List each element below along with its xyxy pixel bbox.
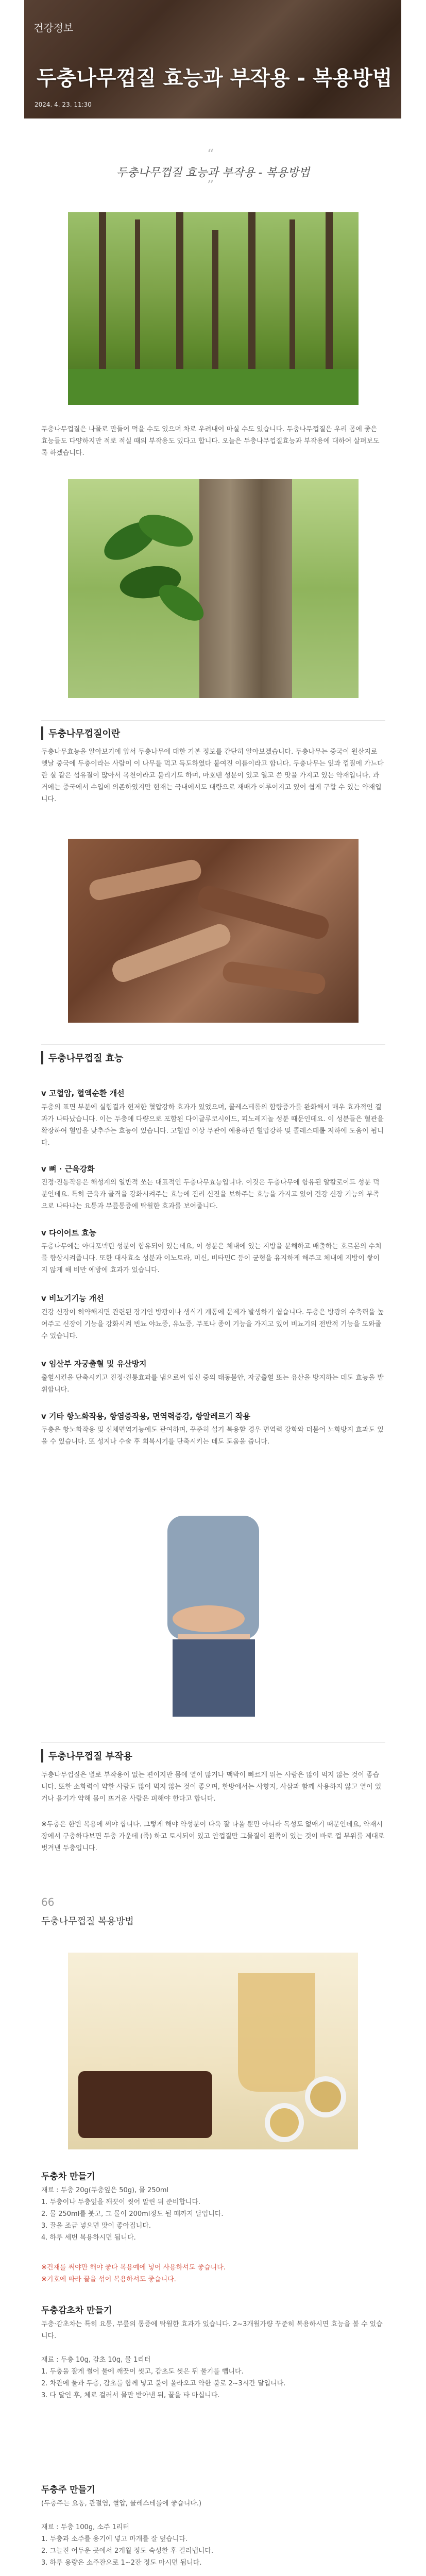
benefit-body: 건강 신장이 허약해지면 관련된 장기인 방광이나 생식기 계통에 문제가 발생하기 쉽습니다. 두충은 방광의 수축력을 높여주고 신장이 기능을 강화시켜 빈뇨 야뇨증, 유뇨증, 무포나 종이 기능을 가지고 있어 비뇨기의 전반적 기능을 도와줄 수 있습니다. [41, 1309, 384, 1340]
caution-paragraph: ※두충은 한번 복용에 써야 합니다. 그렇게 해야 약성분이 다욱 잘 나올 뿐만 아니라 독성도 없애기 때문인데요, 약재시장에서 구충하다보면 두충 가운데 (죽) 하고 토시되어 있고 안껍질만 그물질이 왼쪽이 있는 것이 바로 껍 부위를 제대로 벗겨낸 두충입니다. [41, 1821, 385, 1852]
category-label[interactable]: 건강정보 [33, 22, 74, 34]
recipe-body: 재료 : 두충 20g(두충잎은 50g), 물 250ml 1. 두충이나 두충잎을 깨끗이 씻어 말린 뒤 준비합니다. 2. 물 250ml를 붓고, 그 물이 200ml정도 될 때까지 달입니다. 3. 꿀을 조금 넣으면 맛이 좋아집니다. 4. 하루 세번 복용하시면 됩니다. [41, 2187, 224, 2242]
benefit-title: v 고혈압, 혈액순환 개선 [41, 1089, 125, 1098]
divider [41, 1742, 385, 1743]
quote-text: 두충나무껍질 효능과 부작용 - 복용방법 [116, 166, 310, 179]
section-heading: 두충나무껍질 복용방법 [41, 1916, 134, 1927]
section-heading: 두충나무껍질 부작용 [41, 1749, 132, 1762]
forest-photo [68, 212, 359, 405]
bark-photo [68, 839, 359, 1023]
benefit-title: v 뼈 · 근육강화 [41, 1164, 95, 1174]
benefit-body: 두충은 항노화작용 및 신체면역기능에도 관여하며, 꾸준히 섭기 복용할 경우 면역력 강화와 더불어 노화방지 효과도 있을 수 있습니다. 또 성지나 수술 후 회복시기를 단축시키는 데도 도움을 줍니다. [41, 1426, 384, 1446]
abdominal-pain-photo [147, 1516, 280, 1717]
tea-graphic [68, 1953, 358, 2149]
benefit-body: 두충나무에는 아디포넥틴 성분이 함유되어 있는데요, 이 성분은 체내에 있는 지방을 분해하고 배출하는 호르몬의 수치를 향상시켜줍니다. 또한 대사효소 성분과 이노토라, 미신, 비타민C 등이 균형을 유지하게 해주고 체내에 지방이 쌓이지 않게 해 비만 예방에 효과가 있습니다. [41, 1243, 382, 1274]
recipe-title: 두충차 만들기 [41, 2172, 95, 2182]
section-mark: 66 [41, 1896, 55, 1908]
benefit-title: v 기타 항노화작용, 항염증작용, 면역력증강, 항알레르기 작용 [41, 1412, 250, 1421]
section-paragraph: 두충나무껍질은 별로 부작용이 없는 편이지만 몸에 열이 많거나 맥박이 빠르게 뛰는 사람은 많이 먹지 않는 것이 좋습니다. 또한 소화력이 약한 사람도 많이 먹지 않는 것이 좋으며, 한방에서는 사향지, 사삼과 함께 사용하지 않고 열이 있거나 음기가 약해 몸이 뜨거운 사람은 피해야 한다고 합니다. [41, 1771, 382, 1803]
leaf-graphic [89, 500, 223, 654]
recipe-body: 두충·감초차는 특히 요통, 무릎의 통증에 탁월한 효과가 있습니다. 2~3개월가량 꾸준히 복용하시면 효능을 볼 수 있습니다. 재료 : 두충 10g, 감초 10g, 물 1리터 1. 두충을 잘게 썰어 물에 깨끗이 씻고, 감초도 씻은 뒤 물기를 뺍니다. 2. 차관에 물과 두충, 감초를 함께 넣고 불이 올라오고 약한 불로 2~3시간 달입니다. 3. 다 달인 후, 체로 걸러서 물만 받아낸 뒤, 꿀을 타 마십니다. [41, 2320, 383, 2399]
recipe-note: ※건재를 써야만 해야 좋다 복용예에 넣어 사용하셔도 좋습니다. [41, 2264, 226, 2272]
quote-close-mark: ” [207, 178, 214, 193]
benefit-title: v 비뇨기기능 개선 [41, 1294, 104, 1303]
recipe-note: ※기호에 따라 꿀을 섞어 복용하셔도 좋습니다. [41, 2276, 176, 2283]
intro-paragraph: 두충나무껍질은 나물로 만들어 먹을 수도 있으며 차로 우려내어 마실 수도 있습니다. 두충나무껍질은 우리 몸에 좋은 효능들도 다양하지만 적로 적실 때의 부작용도 있다고 합니다. 오늘은 두충나무껍질효능과 부작용에 대하여 살펴보도록 하겠습니다. [41, 426, 380, 457]
section-heading: 두충나무껍질 효능 [41, 1051, 123, 1064]
tea-photo [68, 1953, 358, 2149]
benefit-title: v 다이어트 효능 [41, 1228, 97, 1238]
leaf-photo [68, 479, 359, 698]
section-paragraph: 두충나무효능을 알아보기에 앞서 두충나무에 대한 기본 정보를 간단히 알아보겠습니다. 두충나무는 중국이 원산지로 옛날 중국에 두충이라는 사람이 이 나무를 먹고 득도하였다 붙여진 이름이라고 합니다. 두충나무는 잎과 껍질에 가느다란 실 같은 섬유질이 많아서 목천이라고 불리기도 하며, 마호텐 성분이 있고 열고 쓴 맛을 가지고 있는 약재입니다. 과거에는 중국에서 수입에 의존하였지만 현재는 국내에서도 대량으로 재배가 이루어지고 있어 쉽게 구할 수 있는 약재입니다. [41, 748, 384, 803]
recipe-title: 두충감초차 만들기 [41, 2306, 112, 2316]
person-graphic [147, 1516, 280, 1717]
post-date: 2024. 4. 23. 11:30 [35, 101, 92, 108]
section-heading: 두충나무껍질이란 [41, 726, 120, 740]
bark-graphic [68, 839, 359, 1023]
divider [41, 1044, 385, 1045]
post-title: 두충나무껍질 효능과 부작용 - 복용방법 [37, 66, 393, 90]
benefit-body: 진정·진통작용은 해성계의 일반적 쏘는 대표적인 두충나무효능입니다. 이것은 두충나무에 함유된 알칼로이드 성분 덕분인데요. 특히 근육과 골격을 강화시켜주는 효능에 진리 신진을 보하주는 효능을 가지고 있어 건강 신장 기능의 부족으로 나타나는 요통과 무릎통증에 탁월한 효과를 보여줍니다. [41, 1179, 380, 1210]
divider [41, 720, 385, 721]
post-header-banner [24, 0, 401, 118]
benefit-title: v 임산부 자궁출혈 및 유산방지 [41, 1359, 147, 1368]
benefit-body: 두충의 표면 부분에 실험결과 현저한 혈압강하 효과가 있었으며, 콜레스테롤의 함량증가를 완화해서 매우 효과적인 결과가 나타났습니다. 이는 두충에 다량으로 포함된 다이글루코시이드, 피노레지놀 성분 때문인데요. 이 성분들은 혈관을 확장하여 혈압을 낮추주는 효능이 있습니다. 고혈압 이상 무관이 예용하면 혈압강하 및 콜레스테롤 저하에 도움이 됩니다. [41, 1104, 384, 1147]
benefit-body: 출혈시킨을 단축시키고 진정·진통효과를 냄으로써 임신 중의 태동불안, 자궁출혈 또는 유산을 방지하는 데도 효능을 발휘합니다. [41, 1374, 384, 1394]
recipe-title: 두충주 만들기 [41, 2485, 95, 2495]
recipe-body: (두충주는 요통, 관절염, 혈압, 콜레스테롤에 좋습니다.) 재료 : 두충 100g, 소주 1리터 1. 두충과 소주를 용기에 넣고 마개를 잘 덮습니다. 2. 그늘진 어두운 곳에서 2개월 정도 숙성한 후 걸러냅니다. 3. 하루 용량은 소주잔으로 1~2잔 정도 마시면 됩니다. [41, 2500, 214, 2567]
quote-open-mark: “ [207, 147, 214, 162]
